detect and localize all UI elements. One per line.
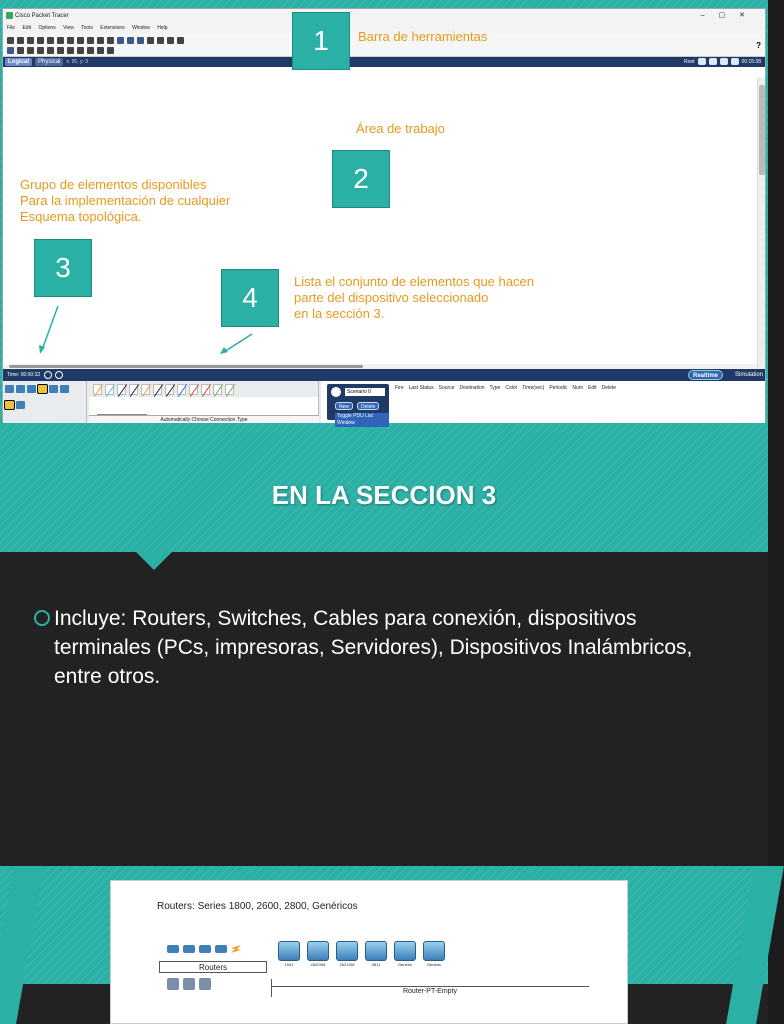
vertical-scroll-thumb[interactable] [759,85,765,175]
pdu-panel [321,381,765,426]
cursor-coordinates: x: 95, y: 3 [66,59,89,65]
fiber-cable-icon[interactable] [141,384,150,395]
workspace-tabs [3,57,765,67]
pdu-col-type: Type [489,385,501,391]
annotation-group-line-1: Grupo de elementos disponibles [20,177,207,192]
clock-readout: 00:15:38 [741,58,761,65]
pdu-col-periodic: Periodic [549,385,568,391]
pdu-col-destination: Destination [459,385,485,391]
category-label: Routers [159,961,267,973]
scenario-box [327,384,389,426]
device-type-panel [3,381,87,423]
router-model-generic-2[interactable] [422,941,446,967]
tabs-right-group [684,58,761,65]
network-devices-icon[interactable] [5,385,14,393]
security-category-icon[interactable] [183,978,195,990]
app-logo-icon [6,12,13,19]
toggle-pdu-list-button[interactable]: Toggle PDU List Window [335,413,389,427]
router-model-label: Generic [397,962,412,967]
annotation-1-box: 1 [292,12,350,70]
pdu-col-edit: Edit [587,385,597,391]
annotation-list-line-1: Lista el conjunto de elementos que hacen [294,274,534,289]
zoom-out-icon[interactable] [137,37,144,44]
bullet-item [34,604,734,691]
select-icon[interactable] [7,47,14,54]
simulation-button[interactable]: Simulation [734,372,763,378]
router-model-label: Generic [426,962,441,967]
switch-category-icon[interactable] [183,945,195,953]
annotation-workspace-label: Área de trabajo [356,121,445,136]
note-icon[interactable] [47,47,54,54]
window-title: Cisco Packet Tracer [15,13,69,19]
router-model-1941[interactable] [277,941,301,967]
time-readout: Time: 00:00:32 [7,372,41,378]
router-model-label: 2620XM [310,962,326,967]
components-icon[interactable] [27,385,36,393]
zoom-reset-icon[interactable] [127,37,134,44]
cluster-icon[interactable] [709,58,717,65]
root-label: Root [683,58,695,65]
activity-icon[interactable] [167,37,174,44]
pdu-col-num: Num [572,385,583,391]
category-icons-row [167,945,241,953]
new-file-icon[interactable] [7,37,14,44]
router-category-icon[interactable] [167,945,179,953]
octal-cable-icon[interactable] [201,384,210,395]
multiuser-icon[interactable] [60,385,69,393]
scenario-select[interactable]: Scenario 0 [345,388,385,396]
coaxial-cable-icon[interactable] [165,384,174,395]
print-icon[interactable] [47,37,54,44]
router-icon [307,941,329,961]
freeform-icon[interactable] [87,47,94,54]
router-icon [336,941,358,961]
pdu-col-time: Time(sec) [522,385,545,391]
bottom-panel [3,381,765,426]
zoom-in-icon[interactable] [117,37,124,44]
realtime-button[interactable]: Realtime [688,370,723,380]
vertical-scrollbar[interactable] [757,77,765,369]
slide2-body [0,552,768,866]
simple-pdu-icon[interactable] [97,47,104,54]
undo-icon[interactable] [97,37,104,44]
end-device-category-icon[interactable] [167,978,179,990]
heading-notch [136,552,172,570]
pdu-col-color: Color [505,385,518,391]
draw-rectangle-icon[interactable] [67,47,74,54]
draw-line-icon[interactable] [57,47,64,54]
router-model-2811[interactable] [364,941,388,967]
annotation-group-line-3: Esquema topológica. [20,209,142,224]
paste-icon[interactable] [87,37,94,44]
straight-through-cable-icon[interactable] [117,384,126,395]
pdu-col-fire: Fire [395,385,404,391]
toolbar-row-2 [7,45,761,55]
move-icon[interactable] [720,58,728,65]
usb-cable-icon[interactable] [225,384,234,395]
router-model-label: 2811 [371,962,381,967]
menu-file[interactable]: File [7,25,16,31]
selected-model-caption: Router-PT-Empty [402,988,458,995]
menu-view[interactable]: View [63,25,74,31]
router-model-label: 2621XM [339,962,355,967]
router-icon [394,941,416,961]
save-as-icon[interactable] [37,37,44,44]
routers-card [110,880,628,1024]
network-info-icon[interactable] [67,37,74,44]
power-cycle-icon[interactable] [44,371,52,379]
serial-dte-cable-icon[interactable] [189,384,198,395]
resize-icon[interactable] [37,47,44,54]
wizard-icon[interactable] [57,37,64,44]
router-icon [423,941,445,961]
tab-logical[interactable]: Logical [5,58,32,66]
delete-icon[interactable] [27,47,34,54]
routers-card-title: Routers: Series 1800, 2600, 2800, Genéricos [157,901,358,912]
serial-dce-cable-icon[interactable] [177,384,186,395]
auto-cable-icon[interactable] [93,384,102,395]
annotation-3-box: 3 [34,239,92,297]
menu-options[interactable]: Options [38,25,56,31]
structured-cabling-icon[interactable] [16,401,25,409]
phone-cable-icon[interactable] [153,384,162,395]
router-model-2621xm[interactable] [335,941,359,967]
menu-extensions[interactable]: Extensions [100,25,125,31]
viewport-icon[interactable] [731,58,739,65]
router-icon [365,941,387,961]
annotation-list-line-2: parte del dispositivo seleccionado [294,290,489,305]
device-category-row [3,381,86,397]
annotation-group-text [20,177,230,225]
delete-scenario-button[interactable]: Delete [357,402,379,410]
cable-row [89,381,318,397]
device-subcategory-row [3,397,86,413]
menu-tools[interactable]: Tools [81,25,93,31]
router-models-row [271,939,589,969]
hub-category-icon[interactable] [199,945,211,953]
iot-cable-icon[interactable] [213,384,222,395]
annotation-group-line-2: Para la implementación de cualquier [20,193,231,208]
router-model-generic-1[interactable] [393,941,417,967]
router-model-2620xm[interactable] [306,941,330,967]
horizontal-scroll-thumb[interactable] [9,365,363,368]
category-icons-row-2 [167,978,211,990]
connections-icon[interactable] [38,385,47,393]
bullet-text: Incluye: Routers, Switches, Cables para conexión, dispositivos terminales (PCs, impresoras, Servidores), Dispositivos Inalámbricos, entre otros. [54,607,693,688]
palette-icon[interactable] [147,37,154,44]
wireless-category-icon[interactable] [215,945,227,953]
pdu-column-headers [395,385,616,391]
custom-device-icon[interactable] [157,37,164,44]
copy-icon[interactable] [77,37,84,44]
connections-sub-icon[interactable] [5,401,14,409]
wan-emulation-category-icon[interactable] [199,978,211,990]
fast-forward-icon[interactable] [55,371,63,379]
annotation-list-line-3: en la sección 3. [294,306,385,321]
annotation-4-box: 4 [221,269,279,327]
slide2-heading: EN LA SECCION 3 [271,480,497,510]
view-icon[interactable] [177,37,184,44]
bullet-ring-icon [34,610,50,626]
annotation-toolbar-label: Barra de herramientas [358,29,488,44]
save-icon[interactable] [27,37,34,44]
console-cable-icon[interactable] [105,384,114,395]
pdu-col-delete: Delete [601,385,617,391]
realtime-bar [3,369,765,381]
cable-list-panel [89,381,319,423]
pdu-col-source: Source [438,385,455,391]
open-file-icon[interactable] [17,37,24,44]
draw-ellipse-icon[interactable] [77,47,84,54]
pdu-col-last-status: Last Status [408,385,434,391]
end-devices-icon[interactable] [16,385,25,393]
window-controls[interactable]: –▢✕ [700,12,759,19]
scenario-info-icon[interactable] [331,387,341,397]
cable-caption: Automatically Choose Connection Type [89,415,319,423]
inspect-icon[interactable] [17,47,24,54]
help-question-icon[interactable]: ? [756,41,761,50]
back-icon[interactable] [698,58,706,65]
tab-physical[interactable]: Physical [35,58,63,66]
misc-icon[interactable] [49,385,58,393]
new-scenario-button[interactable]: New [335,402,353,410]
connections-category-icon[interactable] [231,945,241,953]
crossover-cable-icon[interactable] [129,384,138,395]
window-titlebar [3,9,765,23]
annotation-2-box: 2 [332,150,390,208]
redo-icon[interactable] [107,37,114,44]
menu-window[interactable]: Window [132,25,150,31]
router-icon [278,941,300,961]
menu-edit[interactable]: Edit [22,25,32,31]
menu-help[interactable]: Help [157,25,168,31]
complex-pdu-icon[interactable] [107,47,114,54]
router-models-list [271,939,589,987]
router-model-label: 1941 [284,962,294,967]
annotation-list-text [294,274,534,322]
